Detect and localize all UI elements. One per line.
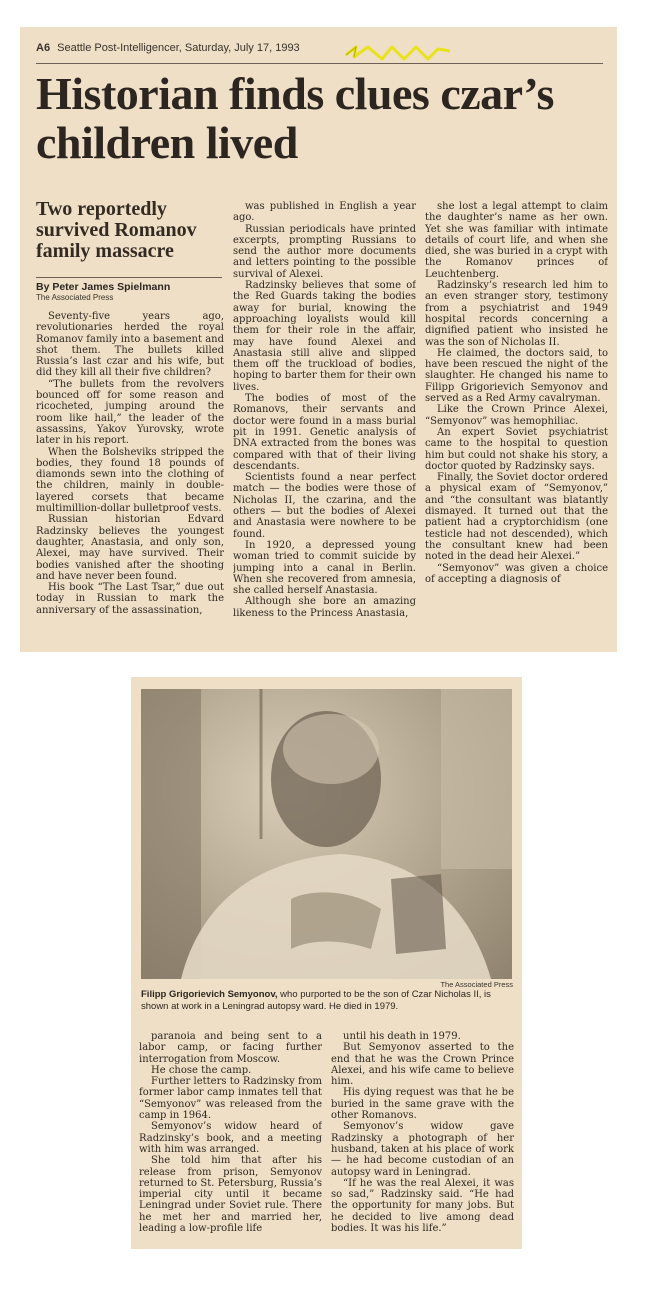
paragraph: Finally, the Soviet doctor ordered a physical exam of “Semyonov,” and “the consultant was blatantly dismayed. It turned out that the patient had a cryptorchidism (one testicle had not descended), which the consultant knew had been noted in the dead heir Alexei.”	[425, 472, 608, 563]
article-column-3	[425, 201, 608, 647]
paragraph: But Semyonov asserted to the end that he was the Crown Prince Alexei, and his wife came to believe him.	[331, 1042, 514, 1088]
masthead	[36, 42, 300, 54]
photo-image-icon	[141, 689, 512, 979]
paragraph: She told him that after his release from prison, Semyonov returned to St. Petersburg, Russia’s imperial city until it became Leningrad under Soviet rule. There he met her and married her, leading a low-profile life	[139, 1155, 322, 1235]
paragraph: “The bullets from the revolvers bounced off for some reason and ricocheted, jumping around the room like hail,” the leader of the assassins, Yakov Yurovsky, wrote later in his report.	[36, 378, 224, 447]
article-column-5	[331, 1031, 514, 1243]
paragraph: was published in English a year ago.	[233, 201, 416, 224]
paragraph: she lost a legal attempt to claim the daughter’s name as her own. Yet she was familiar with intimate details of court life, and when she died, she was buried in a crypt with the Romanov princes of Leuchtenberg.	[425, 201, 608, 280]
masthead-rule	[36, 63, 603, 64]
caption-name: Filipp Grigorievich Semyonov,	[141, 989, 278, 1000]
paragraph: Further letters to Radzinsky from former labor camp inmates tell that “Semyonov” was released from the camp in 1964.	[139, 1076, 322, 1122]
paragraph: Radzinsky believes that some of the Red Guards taking the bodies away for burial, knowing the approaching loyalists would kill them for their role in the affair, may have found Alexei and Anastasia still alive and slipped them off the truckload of bodies, hoping to barter them for their own lives.	[233, 280, 416, 393]
highlighter-squiggle-icon	[342, 41, 454, 65]
paragraph: Scientists found a near perfect match — the bodies were those of Nicholas II, the czarina, and the others — but the bodies of Alexei and Anastasia were nowhere to be found.	[233, 472, 416, 540]
article-column-2	[233, 201, 416, 647]
paragraph: In 1920, a depressed young woman tried to commit suicide by jumping into a canal in Berlin. When she recovered from amnesia, she called herself Anastasia.	[233, 539, 416, 597]
paragraph: Radzinsky’s research led him to an even stranger story, testimony from a psychiatrist and 1949 hospital records concerning a dignified patient who insisted he was the son of Nicholas II.	[425, 280, 608, 348]
paragraph: When the Bolsheviks stripped the bodies, they found 18 pounds of diamonds sewn into the clothing of the children, mainly in double-layered corsets that became multimillion-dollar bulletproof vests.	[36, 446, 224, 515]
article-column-1	[36, 311, 224, 647]
paragraph: He chose the camp.	[151, 1064, 252, 1076]
paragraph: Although she bore an amazing likeness to the Princess Anastasia,	[233, 596, 416, 619]
article-clipping	[20, 27, 617, 652]
paragraph: An expert Soviet psychiatrist came to the hospital to question him but could not shake his story, a doctor quoted by Radzinsky says.	[425, 426, 608, 472]
article-column-4	[139, 1031, 322, 1243]
headline: Historian finds clues czar’s children lived	[36, 68, 554, 168]
paragraph: Semyonov’s widow gave Radzinsky a photograph of her husband, taken at his place of work — he had become custodian of an autopsy ward in Leningrad.	[331, 1121, 514, 1178]
photo-caption	[141, 989, 512, 1012]
paragraph: Russian periodicals have printed excerpts, prompting Russians to send the author more documents and letters pointing to the possible survival of Alexei.	[233, 223, 416, 280]
paragraph: paranoia and being sent to a labor camp, or facing further interrogation from Moscow.	[139, 1031, 322, 1065]
paragraph: until his death in 1979.	[343, 1031, 461, 1042]
caption-text: who purported to be the son of Czar Nicholas II, is shown at work in a Leningrad autopsy ward. He died in 1979.	[141, 989, 491, 1012]
paragraph: Like the Crown Prince Alexei, “Semyonov” was hemophiliac.	[425, 404, 608, 427]
agency-credit: The Associated Press	[36, 293, 114, 302]
byline: By Peter James Spielmann	[36, 281, 171, 293]
paragraph: “Semyonov” was given a choice of accepting a diagnosis of	[425, 562, 608, 585]
paragraph: His dying request was that he be buried in the same grave with the other Romanovs.	[331, 1087, 514, 1122]
paragraph: Seventy-five years ago, revolutionaries herded the royal Romanov family into a basement and shot them. The bullets killed Russia’s last czar and his wife, but did they kill all their five children?	[36, 311, 224, 379]
subhead: Two reportedly survived Romanov family massacre	[36, 198, 197, 262]
paragraph: Russian historian Edvard Radzinsky believes the youngest daughter, Anastasia, and only son, Alexei, may have survived. Their bodies vanished after the shooting and have never been found.	[36, 514, 224, 582]
photo-credit: The Associated Press	[440, 980, 513, 989]
semyonov-photo	[141, 689, 512, 979]
photo-clipping	[131, 677, 522, 1249]
paragraph: He claimed, the doctors said, to have been rescued the night of the slaughter. He changed his name to Filipp Grigorievich Semyonov and served as a Red Army cavalryman.	[425, 347, 608, 405]
byline-rule	[36, 277, 222, 278]
paragraph: His book “The Last Tsar,” due out today in Russian to mark the anniversary of the assassination,	[36, 582, 224, 616]
page-number: A6	[36, 42, 51, 54]
paragraph: “If he was the real Alexei, it was so sad,” Radzinsky said. “He had the opportunity for many jobs. But he decided to live among dead bodies. It was his life.”	[331, 1177, 514, 1235]
masthead-text: Seattle Post-Intelligencer, Saturday, July 17, 1993	[57, 42, 300, 54]
paragraph: The bodies of most of the Romanovs, their servants and doctor were found in a mass burial pit in 1991. Genetic analysis of DNA extracted from the bones was compared with that of their living descendants.	[233, 393, 416, 472]
paragraph: Semyonov’s widow heard of Radzinsky’s book, and a meeting with him was arranged.	[139, 1121, 322, 1155]
